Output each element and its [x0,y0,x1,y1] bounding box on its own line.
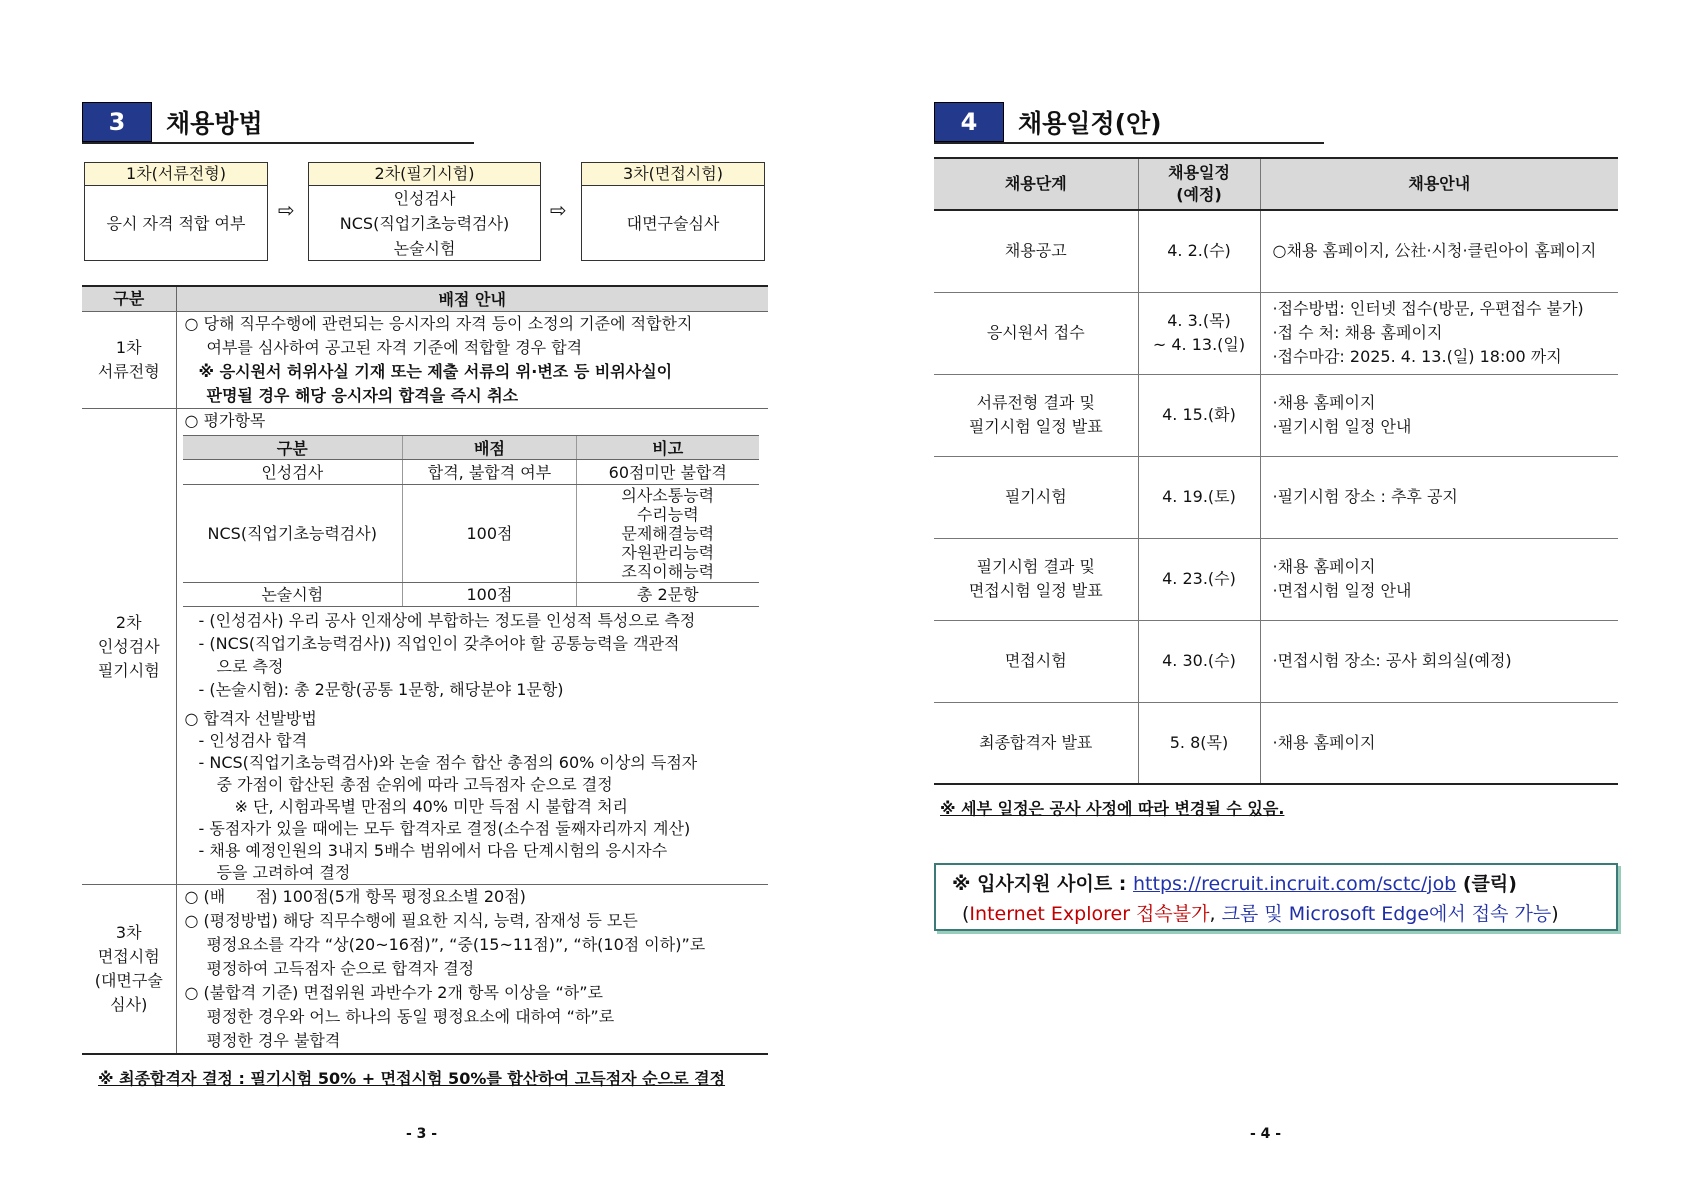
guide-text: ·면접시험 일정 안내 [1272,581,1412,600]
scoring-table [82,285,768,1055]
guide-text: ·접수방법: 인터넷 접수(방문, 우편접수 불가) [1272,299,1584,318]
final-decision-note: ※ 최종합격자 결정 : 필기시험 50% + 면접시험 50%를 합산하여 고득점자 순으로 결정 [98,1069,726,1088]
stage-text: 서류전형 결과 및 [976,393,1095,412]
section3-header [82,102,263,142]
stage-cell [934,620,1138,702]
section4-header [934,102,1162,142]
stage-text: 면접시험 [1004,651,1067,670]
stage-text: 최종합격자 발표 [979,732,1093,752]
date-cell [1138,292,1260,374]
flow-step-line: 대면구술심사 [626,214,720,233]
flow-step-2 [308,162,541,261]
text-line: 평정하여 고득점자 순으로 합격자 결정 [206,959,475,978]
stage-cell [934,538,1138,620]
competency: 조직이해능력 [621,562,715,581]
text-line: 평정한 경우와 어느 하나의 동일 평정요소에 대하여 “하”로 [206,1007,615,1026]
guide-cell [1260,702,1618,784]
stage-cell [934,292,1138,374]
column-header: 채용일정 (예정) [1138,158,1260,210]
table-row [82,885,768,1055]
column-header: 비고 [577,436,759,460]
column-header: 배점 안내 [176,286,768,312]
text-line: - (NCS(직업기초능력검사)) 직업인이 갖추어야 할 공통능력을 객관적 [198,634,680,653]
apply-site-link[interactable]: https://recruit.incruit.com/sctc/job [1133,873,1457,895]
guide-cell [1260,620,1618,702]
stage-cell [934,702,1138,784]
date-text: 4. 30.(수) [1162,651,1236,670]
flow-step-line: NCS(직업기초능력검사) [339,214,510,233]
table-cell: 100점 [403,583,577,607]
competency: 수리능력 [636,505,699,524]
table-cell: 총 2문항 [577,583,759,607]
row-label: 서류전형 [97,362,160,381]
guide-text: ·채용 홈페이지 [1272,393,1376,412]
guide-text: ·필기시험 일정 안내 [1272,417,1412,436]
table-row [934,374,1618,456]
flow-step-line: 인성검사 [393,189,456,208]
eval-items-table [183,435,759,607]
flow-step-1 [84,162,268,261]
section-title: 채용방법 [166,109,263,138]
stage-text: 채용공고 [1004,241,1067,261]
paren: ( [962,903,970,925]
date-text: 4. 19.(토) [1162,487,1236,506]
divider [934,142,1324,144]
apply-site-box [934,863,1618,931]
flow-step-head: 3차(면접시험) [582,163,764,186]
table-row [934,456,1618,538]
table-row [934,210,1618,292]
guide-cell [1260,456,1618,538]
guide-text: ·필기시험 장소 : 추후 공지 [1272,487,1458,506]
text-line: ○ (평정방법) 해당 직무수행에 필요한 지식, 능력, 잠재성 등 모든 [184,911,638,930]
stage-cell [934,210,1138,292]
browser-support: 크롬 및 Microsoft Edge에서 접속 가능 [1221,903,1552,925]
table-row [82,312,768,409]
text-line: 평정한 경우 불합격 [206,1031,341,1050]
date-text: 5. 8(목) [1169,732,1229,752]
date-cell [1138,210,1260,292]
stage-cell [934,374,1138,456]
page-number: - 4 - [1250,1126,1282,1142]
guide-text: ·채용 홈페이지 [1272,732,1376,752]
row-label: 면접시험 [97,947,160,966]
table-cell: 합격, 불합격 여부 [403,460,577,485]
stage-cell [934,456,1138,538]
date-text: 4. 15.(화) [1162,405,1236,424]
text-line: ○ 합격자 선발방법 [184,709,317,728]
date-text: 4. 23.(수) [1162,569,1236,588]
warning-line: ※ 응시원서 허위사실 기재 또는 제출 서류의 위·변조 등 비위사실이 [198,362,673,381]
competency: 문제해결능력 [621,524,715,543]
column-header: 구분 [82,286,176,312]
page-number: - 3 - [406,1126,438,1142]
text-line: 여부를 심사하여 공고된 자격 기준에 적합할 경우 합격 [206,338,583,357]
stage-text: 필기시험 [1004,487,1067,506]
row-label: 필기시험 [97,660,160,680]
text-line: - 동점자가 있을 때에는 모두 합격자로 결정(소수점 둘째자리까지 계산) [198,819,691,838]
section-number: 3 [82,102,152,142]
date-cell [1138,374,1260,456]
flow-step-3 [581,162,765,261]
guide-cell [1260,538,1618,620]
row-label: 심사) [110,995,148,1014]
flow-step-head: 1차(서류전형) [85,163,267,186]
guide-text: ·접 수 처: 채용 홈페이지 [1272,323,1443,342]
guide-text: ·접수마감: 2025. 4. 13.(일) 18:00 까지 [1272,347,1562,366]
flow-step-head: 2차(필기시험) [309,163,540,186]
column-header: 배점 [403,436,577,460]
paren: ) [1551,903,1559,925]
section-number: 4 [934,102,1004,142]
row-label: (대면구술 [94,971,163,990]
text-line: - 채용 예정인원의 3내지 5배수 범위에서 다음 단계시험의 응시자수 [198,841,668,860]
text-line: - (인성검사) 우리 공사 인재상에 부합하는 정도를 인성적 특성으로 측정 [198,611,696,630]
flow-step-line: 응시 자격 적합 여부 [106,214,246,233]
table-row [183,583,759,607]
stage-text: 응시원서 접수 [986,323,1085,342]
row-label: 2차 [115,612,142,632]
guide-cell [1260,210,1618,292]
flow-step-line: 논술시험 [393,239,456,258]
column-header: 채용단계 [934,158,1138,210]
click-label: (클릭) [1456,873,1517,895]
divider [82,142,474,144]
comma: , [1209,903,1222,925]
guide-text: ○채용 홈페이지, 公社·시청·클린아이 홈페이지 [1272,241,1597,261]
site-prefix: ※ 입사지원 사이트 : [952,873,1134,895]
text-line: - NCS(직업기초능력검사)와 논술 점수 합산 총점의 60% 이상의 득점자 [198,753,698,772]
table-cell: 100점 [403,485,577,583]
competency: 자원관리능력 [621,543,715,562]
table-cell: 논술시험 [183,583,403,607]
ie-warning: Internet Explorer 접속불가 [969,903,1210,925]
date-text: ~ 4. 13.(일) [1152,335,1246,354]
date-cell [1138,456,1260,538]
text-line: ○ (배 점) 100점(5개 항목 평정요소별 20점) [184,887,526,906]
arrow-icon: ⇨ [550,198,567,222]
date-text: 4. 2.(수) [1167,241,1231,261]
text-line: ○ 당해 직무수행에 관련되는 응시자의 자격 등이 소정의 기준에 적합한지 [184,314,693,333]
column-header: 채용안내 [1260,158,1618,210]
text-line: 등을 고려하여 결정 [216,863,351,882]
date-cell [1138,702,1260,784]
table-row [934,620,1618,702]
guide-text: ·면접시험 장소: 공사 회의실(예정) [1272,651,1512,670]
competency: 의사소통능력 [621,486,715,505]
table-row [934,292,1618,374]
column-header: 구분 [183,436,403,460]
table-cell: NCS(직업기초능력검사) [183,485,403,583]
warning-line: 판명될 경우 해당 응시자의 합격을 즉시 취소 [206,386,519,405]
text-line: ○ 평가항목 [184,411,266,430]
table-row [183,485,759,583]
table-row [82,409,768,885]
section-title: 채용일정(안) [1018,109,1162,138]
schedule-note: ※ 세부 일정은 공사 사정에 따라 변경될 수 있음. [940,799,1285,818]
text-line: ※ 단, 시험과목별 만점의 40% 미만 득점 시 불합격 처리 [234,797,628,816]
date-text: 4. 3.(목) [1167,311,1231,330]
table-cell [577,485,759,583]
table-row [934,538,1618,620]
table-cell: 인성검사 [183,460,403,485]
text-line: - 인성검사 합격 [198,731,308,750]
arrow-icon: ⇨ [278,198,295,222]
text-line: 평정요소를 각각 “상(20~16점)”, “중(15~11점)”, “하(10점 이하)”로 [206,935,706,954]
text-line: 으로 측정 [216,657,284,676]
text-line: ○ (불합격 기준) 면접위원 과반수가 2개 항목 이상을 “하”로 [184,983,603,1002]
row-label: 1차 [115,338,142,357]
date-cell [1138,620,1260,702]
row-label: 3차 [115,923,142,942]
text-line: 중 가점이 합산된 총점 순위에 따라 고득점자 순으로 결정 [216,775,613,794]
stage-text: 필기시험 결과 및 [976,557,1095,576]
date-cell [1138,538,1260,620]
schedule-table [934,157,1618,785]
guide-cell [1260,374,1618,456]
table-row [183,460,759,485]
stage-text: 면접시험 일정 발표 [968,581,1103,600]
guide-text: ·채용 홈페이지 [1272,557,1376,576]
stage-text: 필기시험 일정 발표 [968,417,1103,436]
table-row [934,702,1618,784]
guide-cell [1260,292,1618,374]
text-line: - (논술시험): 총 2문항(공통 1문항, 해당분야 1문항) [198,680,564,699]
row-label: 인성검사 [97,636,160,656]
table-cell: 60점미만 불합격 [577,460,759,485]
